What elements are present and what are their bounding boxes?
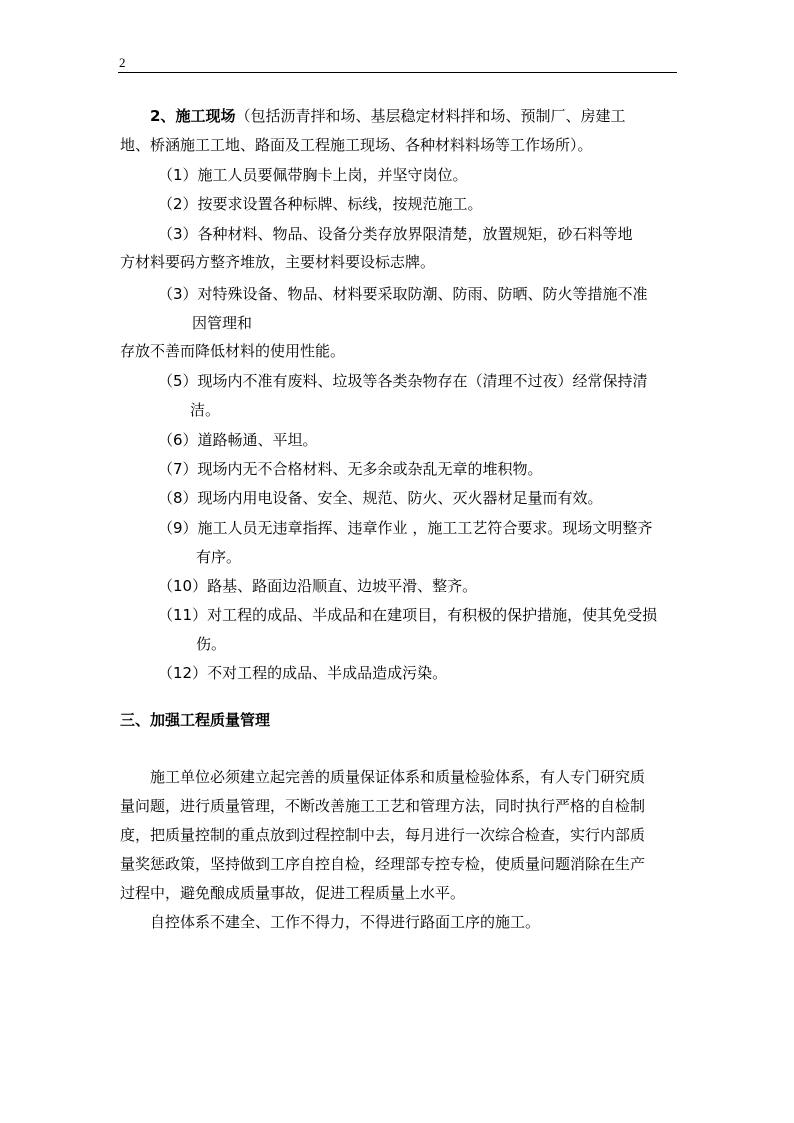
list-item: （12）不对工程的成品、半成品造成污染。 xyxy=(158,664,448,682)
list-item-continuation: 有序。 xyxy=(196,548,242,566)
section-2-heading-scope: （包括沥青拌和场、基层稳定材料拌和场、预制厂、房建工 xyxy=(235,107,626,125)
list-item: （1）施工人员要佩带胸卡上岗，并坚守岗位。 xyxy=(158,166,468,184)
list-item-continuation: 洁。 xyxy=(190,401,221,419)
section-2-heading-line2: 地、桥涵施工工地、路面及工程施工现场、各种材料料场等工作场所）。 xyxy=(120,136,593,154)
list-item-continuation: 方材料要码方整齐堆放，主要材料要设标志牌。 xyxy=(120,253,436,271)
list-item: （8）现场内用电设备、安全、规范、防火、灭火器材足量而有效。 xyxy=(158,489,603,507)
list-item-continuation: 因管理和 xyxy=(192,314,253,332)
paragraph-line: 过程中，避免酿成质量事故，促进工程质量上水平。 xyxy=(120,884,466,902)
list-item: （9）施工人员无违章指挥、违章作业 ，施工工艺符合要求。现场文明整齐 xyxy=(158,519,653,537)
list-item: （7）现场内无不合格材料、无多余或杂乱无章的堆积物。 xyxy=(158,460,543,478)
section-2-heading-title: 施工现场 xyxy=(175,107,236,125)
list-item: （2）按要求设置各种标牌、标线，按规范施工。 xyxy=(158,195,483,213)
list-item: （6）道路畅通、平坦。 xyxy=(158,431,318,449)
closing-line: 自控体系不建全、工作不得力，不得进行路面工序的施工。 xyxy=(150,913,541,931)
list-item-continuation: 存放不善而降低材料的使用性能。 xyxy=(120,342,346,360)
header-rule xyxy=(118,72,677,73)
paragraph-line: 施工单位必须建立起完善的质量保证体系和质量检验体系，有人专门研究质 xyxy=(150,768,646,786)
list-item-continuation: 伤。 xyxy=(196,635,227,653)
section-3-heading: 三、加强工程质量管理 xyxy=(120,711,271,729)
page-number: 2 xyxy=(119,55,126,70)
paragraph-line: 量问题，进行质量管理，不断改善施工工艺和管理方法，同时执行严格的自检制 xyxy=(120,797,646,815)
list-item: （10）路基、路面边沿顺直、边坡平滑、整齐。 xyxy=(158,577,478,595)
list-item: （3）各种材料、物品、设备分类存放界限清楚，放置规矩，砂石料等地 xyxy=(158,225,633,243)
paragraph-line: 量奖惩政策，坚持做到工序自控自检，经理部专控专检，使质量问题消除在生产 xyxy=(120,855,646,873)
list-item: （3）对特殊设备、物品、材料要采取防潮、防雨、防晒、防火等措施不准 xyxy=(158,285,648,303)
section-2-heading xyxy=(150,106,625,126)
section-2-heading-number: 2、 xyxy=(150,107,176,125)
paragraph-line: 度，把质量控制的重点放到过程控制中去，每月进行一次综合检查，实行内部质 xyxy=(120,826,646,844)
list-item: （11）对工程的成品、半成品和在建项目，有积极的保护措施，使其免受损 xyxy=(158,606,658,624)
list-item: （5）现场内不准有废料、垃圾等各类杂物存在（清理不过夜）经常保持清 xyxy=(158,372,648,390)
